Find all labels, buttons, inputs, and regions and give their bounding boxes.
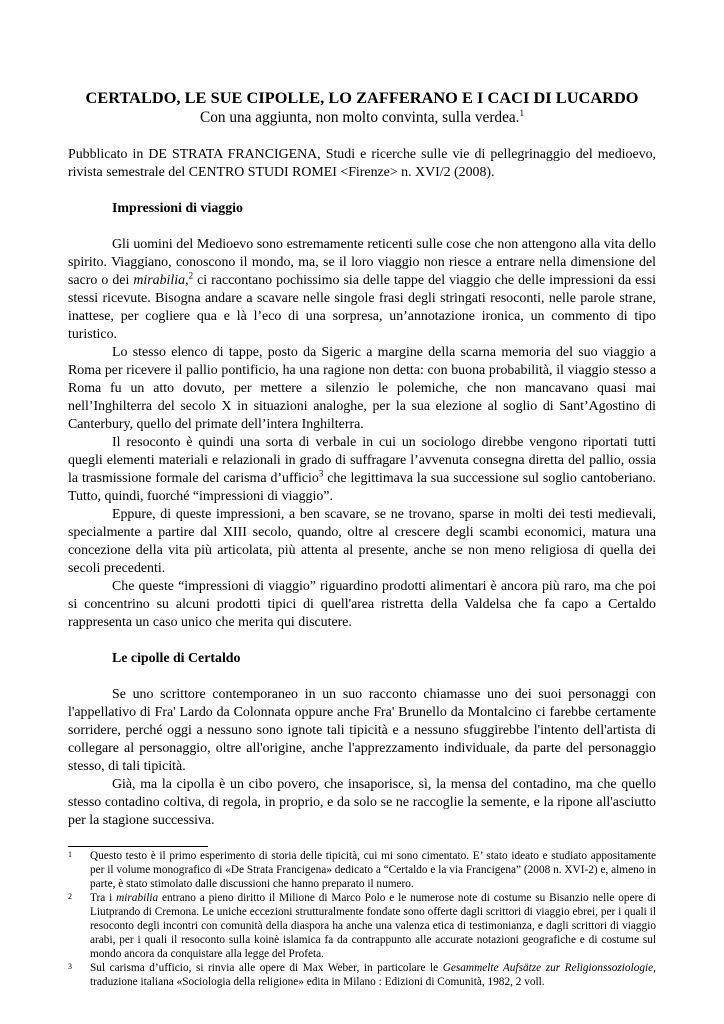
paragraph-text: Il resoconto è quindi una sorta di verbale in cui un sociologo direbbe vengono riportati tutti quegli elementi materiali e relazionali in grado di suffragare l’avvenuta consegna diretta del pallio, ossia la trasmissione formale del carisma d’ufficio (68, 435, 656, 486)
subtitle-text: Con una aggiunta, non molto convinta, sulla verdea. (200, 109, 520, 126)
footnote-ref-3[interactable]: 3 (318, 468, 324, 479)
footnote-text (90, 891, 656, 961)
footnote-3 (68, 961, 656, 989)
footnote-text-part: , traduzione italiana «Sociologia della religione» edita in Milano : Edizioni di Comunità, 1982, 2 voll. (90, 962, 656, 988)
footnote-text-part: entrano a pieno diritto il Milione di Marco Polo e le numerose note di costume su Bisanzio nelle opere di Liutprando di Cremona. Le uniche eccezioni strutturalmente fondate sono offerte dagli scrittori di viaggio ebrei, per i quali il resoconto degli incontri con comunità della diaspora ha anche una valenza etica di testimonianza, e dagli scrittori di viaggio arabi, per i quali il resoconto sulla koinè islamica fa da contrappunto alle accurate notazioni geografiche e di costume sul mondo ancora da conquistare alla legge del Profeta. (90, 892, 656, 960)
footnote-2 (68, 891, 656, 961)
paragraph: Già, ma la cipolla è un cibo povero, che insaporisce, sì, la mensa del contadino, ma che quello stesso contadino coltiva, di regola, in proprio, e da solo se ne raccoglie la semente, e la ripone all'asciutto per la stagione successiva. (68, 777, 656, 828)
footnote-ref-2[interactable]: 2 (188, 270, 194, 281)
footnote-separator (68, 846, 208, 847)
footnote-text: Questo testo è il primo esperimento di storia delle tipicità, cui mi sono cimentato. E’ stato ideato e studiato appositamente per il volume monografico di «De Strata Francigena» dedicato a “Certaldo e la via Francigena” (2008 n. XVI-2) e, almeno in parte, è stato stimolato dalle discussioni che hanno preparato il numero. (90, 850, 656, 890)
footnote-1 (68, 849, 656, 891)
section-impressioni-body (68, 236, 656, 632)
emphasis-text: mirabilia (133, 273, 186, 288)
document-title: CERTALDO, LE SUE CIPOLLE, LO ZAFFERANO E I CACI DI LUCARDO (85, 88, 639, 107)
paragraph-text: Gli uomini del Medioevo sono estremamente reticenti sulle cose che non attengono alla vita dello spirito. Viaggiano, conoscono il mondo, ma, se il loro viaggio non riesce a entrare nella dimensione del sacro o dei (68, 237, 656, 288)
footnote-text-part: Tra i (90, 892, 117, 904)
footnote-number: 1 (68, 850, 72, 859)
paragraph-text: ci raccontano pochissimo sia delle tappe del viaggio che delle impressioni da essi stessi ricevute. Bisogna andare a scavare nelle singole frasi degli stringati resoconti, nelle parole strane, inattese, per cogliere qua e là l’eco di una sorpresa, un’annotazione ironica, un commento di tipo turistico. (68, 273, 657, 342)
section-heading-impressioni: Impressioni di viaggio (112, 201, 243, 216)
document-subtitle (68, 108, 656, 128)
emphasis-text: Gesammelte Aufsätze zur Religionssoziologie (442, 962, 654, 974)
footnote-number: 2 (68, 892, 72, 901)
paragraph: Eppure, di queste impressioni, a ben scavare, se ne trovano, sparse in molti dei testi medievali, specialmente a partire dal XIII secolo, quando, oltre al crescere degli scambi economici, matura una concezione della vita più articolata, più attenta al presente, anche se non meno religiosa di quella dei secoli precedenti. (68, 507, 656, 576)
paragraph: Gli uomini del Medioevo sono estremamente reticenti sulle cose che non attengono alla vita dello spirito. Viaggiano, conoscono il mondo, ma, se il loro viaggio non riesce a entrare nella dimensione del sacro o dei mirabilia,$^2$ ci raccontano pochissimo sia delle tappe del viaggio che delle impressioni da essi stessi ricevute. Bisogna andare a scavare nelle singole frasi degli stringati resoconti, nelle parole strane, inattese, per cogliere qua e là l’eco di una sorpresa, un’annotazione ironica, un commento di tipo turistico. (68, 237, 657, 342)
emphasis-text: mirabilia (116, 892, 159, 904)
footnote-ref-1[interactable]: 1 (519, 107, 524, 118)
footnote-text-part: Sul carisma d’ufficio, si rinvia alle opere di Max Weber, in particolare le (90, 962, 443, 974)
paragraph-text: che legittimava la sua successione sul soglio cantoberiano. Tutto, quindi, fuorché “impressioni di viaggio”. (68, 471, 656, 504)
paragraph: Se uno scrittore contemporaneo in un suo racconto chiamasse uno dei suoi personaggi con l'appellativo di Fra' Lardo da Colonnata oppure anche Fra' Brunello da Montalcino ci farebbe certamente sorridere, perché oggi a nessuno sono ignote tali tipicità e a nessuno sfuggirebbe l'intento dell'artista di collegare al personaggio, oltre all'origine, anche l'apprezzamento individuale, da parte del personaggio stesso, di tali tipicità. (68, 687, 656, 774)
paragraph: Lo stesso elenco di tappe, posto da Sigeric a margine della scarna memoria del suo viaggio a Roma per ricevere il pallio pontificio, ha una ragione non detta: con buona probabilità, il viaggio stesso a Roma fu un atto dovuto, per mettere a silenzio le polemiche, che non mancavano quasi mai nell’Inghilterra del secolo X in situazioni analoghe, per la sua elezione al soglio di Sant’Agostino di Canterbury, quello del primate dell’intera Inghilterra. (68, 345, 656, 432)
paragraph (68, 434, 656, 506)
publication-note: Pubblicato in DE STRATA FRANCIGENA, Studi e ricerche sulle vie di pellegrinaggio del medioevo, rivista semestrale del CENTRO STUDI ROMEI <Firenze> n. XVI/2 (2008). (68, 147, 656, 180)
footnote-text (90, 961, 656, 989)
footnote-number: 3 (68, 962, 72, 971)
document-page (68, 88, 656, 989)
section-heading-cipolle: Le cipolle di Certaldo (112, 651, 241, 666)
paragraph: Che queste “impressioni di viaggio” riguardino prodotti alimentari è ancora più raro, ma che poi si concentrino su alcuni prodotti tipici di quell'area ristretta della Valdelsa che fa capo a Certaldo rappresenta un caso unico che merita qui discutere. (68, 579, 656, 630)
section-cipolle-body (68, 686, 656, 830)
